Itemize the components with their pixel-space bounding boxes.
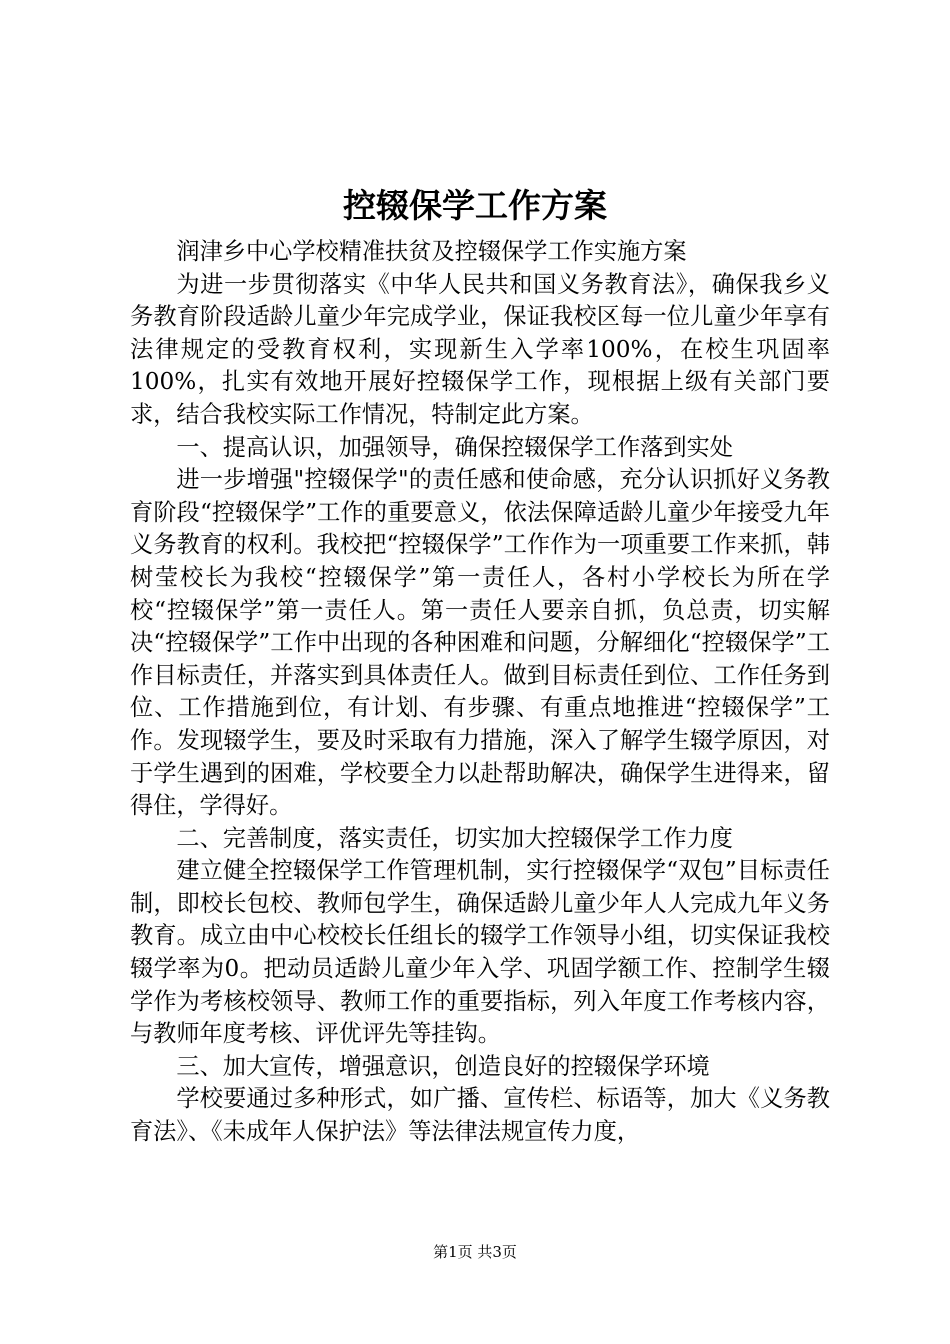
document-body [130,236,830,1149]
section-paragraph-3: 学校要通过多种形式，如广播、宣传栏、标语等，加大《义务教育法》、《未成年人保护法》等法律法规宣传力度， [130,1085,830,1146]
intro-paragraph: 为进一步贯彻落实《中华人民共和国义务教育法》，确保我乡义务教育阶段适龄儿童少年完成学业，保证我校区每一位儿童少年享有法律规定的受教育权利，实现新生入学率100%，在校生巩固率100%，扎实有效地开展好控辍保学工作，现根据上级有关部门要求，结合我校实际工作情况，特制定此方案。 [130,270,830,428]
subtitle-paragraph: 润津乡中心学校精准扶贫及控辍保学工作实施方案 [176,238,687,265]
document-title: 控辍保学工作方案 [343,186,607,225]
section-paragraph-1: 进一步增强"控辍保学"的责任感和使命感，充分认识抓好义务教育阶段“控辍保学”工作的重要意义，依法保障适龄儿童少年接受九年义务教育的权利。我校把“控辍保学”工作作为一项重要工作来抓，韩树莹校长为我校“控辍保学”第一责任人，各村小学校长为所在学校“控辍保学”第一责任人。第一责任人要亲自抓，负总责，切实解决“控辍保学”工作中出现的各种困难和问题，分解细化“控辍保学”工作目标责任，并落实到具体责任人。做到目标责任到位、工作任务到位、工作措施到位，有计划、有步骤、有重点地推进“控辍保学”工作。发现辍学生，要及时采取有力措施，深入了解学生辍学原因，对于学生遇到的困难，学校要全力以赴帮助解决，确保学生进得来，留得住，学得好。 [130,466,830,820]
section-paragraph-2: 建立健全控辍保学工作管理机制，实行控辍保学“双包”目标责任制，即校长包校、教师包学生，确保适龄儿童少年人人完成九年义务教育。成立由中心校校长任组长的辍学工作领导小组，切实保证我校辍学率为0。把动员适龄儿童少年入学、巩固学额工作、控制学生辍学作为考核校领导、教师工作的重要指标，列入年度工作考核内容，与教师年度考核、评优评先等挂钩。 [130,857,830,1048]
page-footer: 第1页 共3页 [433,1243,517,1261]
section-heading-2: 二、完善制度，落实责任，切实加大控辍保学工作力度 [176,824,733,852]
section-heading-1: 一、提高认识，加强领导，确保控辍保学工作落到实处 [176,433,733,461]
section-heading-3: 三、加大宣传，增强意识，创造良好的控辍保学环境 [176,1052,710,1080]
